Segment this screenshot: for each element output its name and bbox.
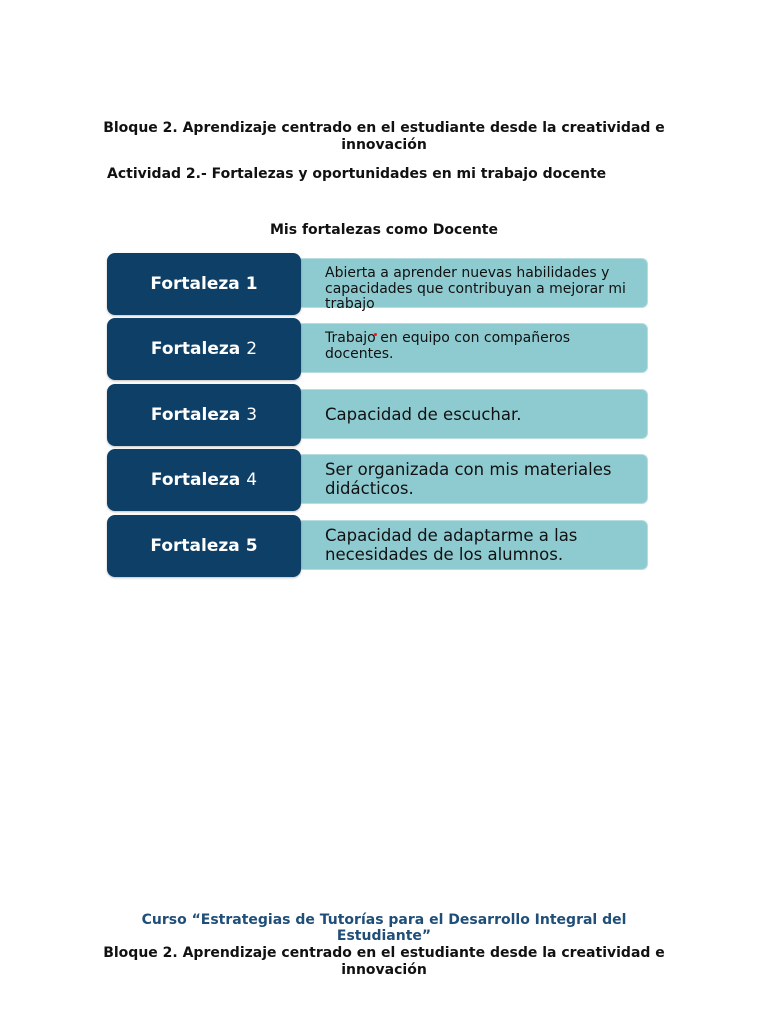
fortaleza-word: Fortaleza [150,405,241,425]
fortaleza-label-4 [107,449,301,511]
fortaleza-label-3 [107,384,301,446]
actividad-title: Actividad 2.- Fortalezas y oportunidades en mi trabajo docente [107,166,607,182]
fortaleza-number: 2 [246,339,258,359]
footer-bloque-title: Bloque 2. Aprendizaje centrado en el estudiante desde la creatividad e innovación [103,945,665,978]
fortaleza-description-5 [297,520,648,570]
fortaleza-description-text [325,331,635,362]
fortaleza-word: Fortaleza [150,339,241,359]
fortaleza-description-part1: Trabajo [325,330,376,346]
fortaleza-description-2 [297,323,648,373]
fortaleza-label-5 [107,515,301,577]
fortaleza-word: Fortaleza [150,470,241,490]
fortaleza-description-1 [297,258,648,312]
section-title: Mis fortalezas como Docente [270,222,498,238]
fortaleza-description-4 [297,454,648,504]
fortaleza-description-text: Abierta a aprender nuevas habilidades y capacidades que contribuyan a mejorar mi trabajo [325,265,626,312]
fortaleza-description-text: Capacidad de adaptarme a las necesidades de los alumnos. [325,526,578,564]
fortaleza-description-part2: en equipo con compañeros docentes. [325,330,571,362]
fortaleza-row-1 [107,253,648,315]
fortaleza-description-3 [297,389,648,439]
fortaleza-word: Fortaleza [150,536,240,556]
fortaleza-description-text: Ser organizada con mis materiales didácticos. [325,460,612,498]
fortaleza-label-2 [107,318,301,380]
bloque-title: Bloque 2. Aprendizaje centrado en el estudiante desde la creatividad e innovación [103,120,665,153]
fortaleza-row-4 [107,449,648,511]
fortaleza-number: 1 [245,274,258,294]
fortaleza-word: Fortaleza [150,274,240,294]
fortaleza-label-1 [107,253,301,315]
fortaleza-row-5 [107,515,648,577]
fortaleza-description-text: Capacidad de escuchar. [325,404,522,424]
fortaleza-row-2 [107,318,648,380]
fortaleza-row-3 [107,384,648,446]
fortaleza-number: 5 [245,536,258,556]
fortaleza-number: 4 [246,470,258,490]
fortaleza-number: 3 [246,405,258,425]
footer-course-title: Curso “Estrategias de Tutorías para el Desarrollo Integral del Estudiante” [141,912,627,944]
